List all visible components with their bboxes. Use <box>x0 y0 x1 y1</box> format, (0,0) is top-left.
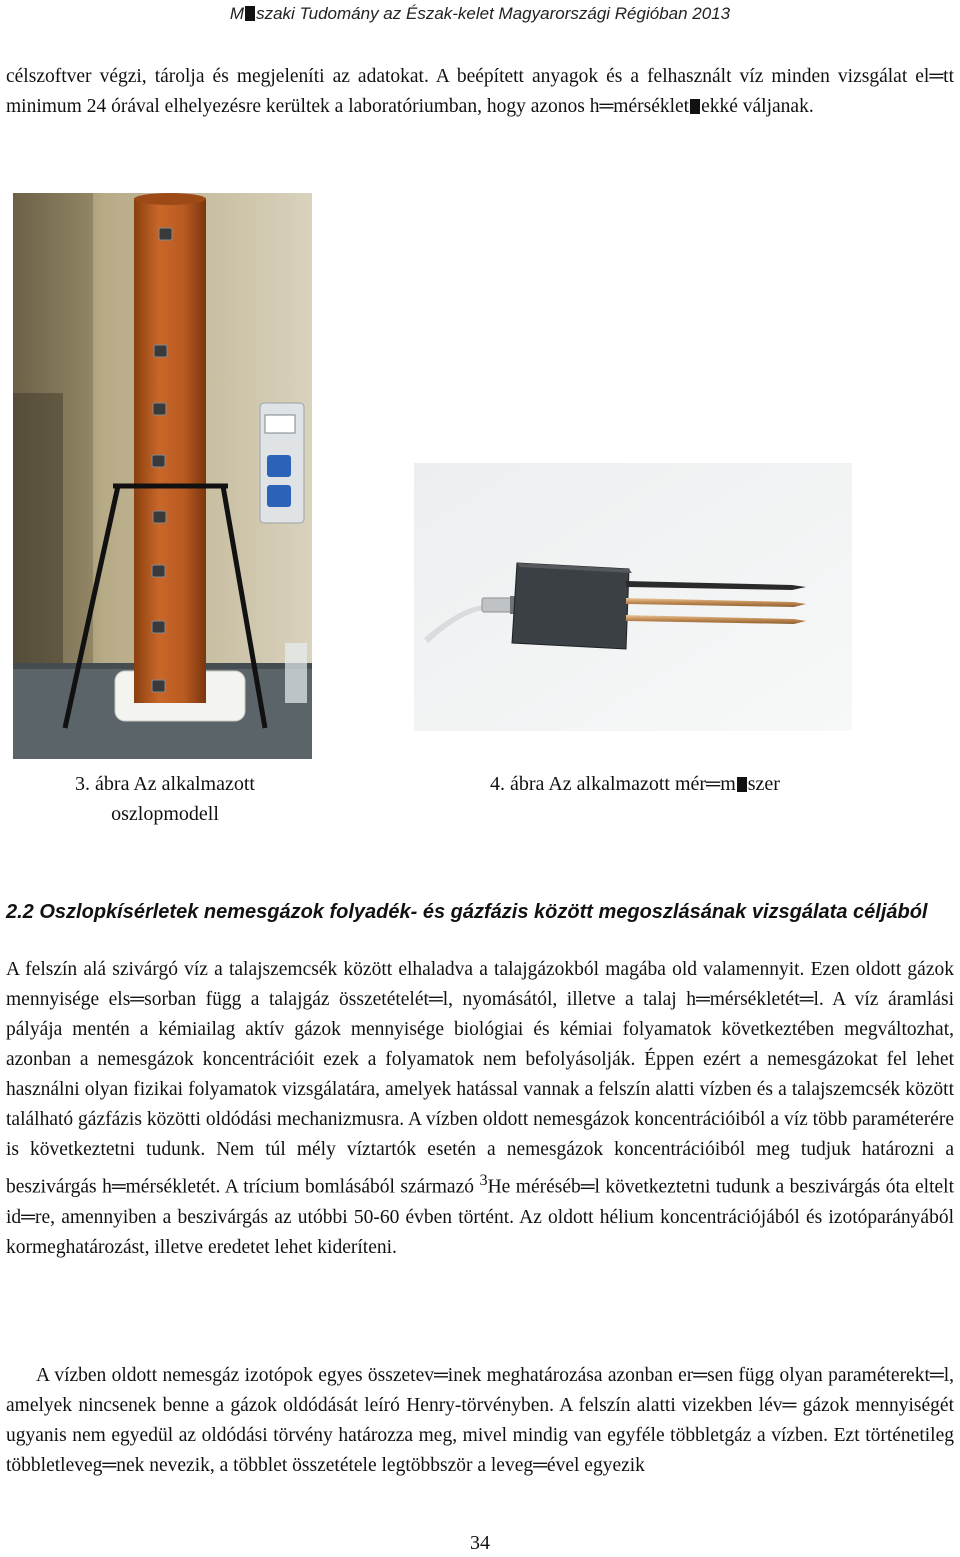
missing-glyph <box>690 99 700 114</box>
intro-paragraph <box>6 62 954 122</box>
figure-3-column-model-photo <box>13 193 312 759</box>
body-paragraph-2: A vízben oldott nemesgáz izotópok egyes összetev═inek meghatározása azonban er═sen függ olyan paraméterekt═l, amelyek nincsenek benne a gázok oldódását leíró Henry-törvényben. A felszín alatti vizekben lév═ gázok mennyiségét ugyanis nem egyedül az oldódási törvény határozza meg, mivel mindig van egyféle többletgáz a vízben. Ezt történetileg többletleveg═nek nevezik, a többlet összetétele legtöbbször a leveg═ével egyezik <box>6 1365 954 1476</box>
header-text-end: szaki Tudomány az Észak-kelet Magyarországi Régióban 2013 <box>256 4 731 23</box>
missing-glyph <box>737 777 747 792</box>
figure-4-measuring-instrument-photo <box>414 463 852 731</box>
header-text-start: M <box>229 4 245 23</box>
column-model-illustration <box>13 193 312 759</box>
measuring-instrument-illustration <box>414 463 852 731</box>
figure-3-caption-line1: 3. ábra Az alkalmazott <box>75 773 255 795</box>
intro-tail: ekké váljanak. <box>701 96 814 117</box>
figure-4-caption <box>415 769 855 799</box>
figure-3-caption <box>20 769 310 829</box>
helium-isotope-superscript: 3 <box>479 1171 488 1189</box>
intro-text: célszoftver végzi, tárolja és megjeleníti az adatokat. A beépített anyagok és a felhasznált víz minden vizsgálat el═tt minimum 24 órával elhelyezésre kerültek a laboratóriumban, hogy azonos h═mérséklet <box>6 66 954 117</box>
figure-4-caption-start: 4. ábra Az alkalmazott mér═m <box>490 773 736 795</box>
page-header <box>0 4 960 24</box>
body-1-text-end: He méréséb═l következtetni tudunk a beszivárgás óta eltelt id═re, amennyiben a beszivárgás az utóbbi 50-60 évben történt. Az oldott hélium koncentrációjából és izotóparányából kormeghatározást, illetve eredetet lehet kideríteni. <box>6 1176 954 1258</box>
section-heading: 2.2 Oszlopkísérletek nemesgázok folyadék- és gázfázis között megoszlásának vizsgálata céljából <box>6 901 928 923</box>
body-paragraph-1 <box>6 955 954 1263</box>
body-1-text-start: A felszín alá szivárgó víz a talajszemcsék között elhaladva a talajgázokból magába old valamennyit. Ezen oldott gázok mennyisége els═sorban függ a talajgáz összetételét═l, nyomásától, illetve a talaj h═mérsékletét═l. A víz áramlási pályája mentén a kémiailag aktív gázok mennyisége biológiai és kémiai folyamatok következtében megváltozhat, azonban a nemesgázok koncentrációit ezek a folyamatok nem befolyásolják. Éppen ezért a nemesgázokat fel lehet használni olyan fizikai folyamatok vizsgálatára, amelyek hatással vannak a felszín alatti vízben és a talajszemcsék között található gázfázis közötti oldódási mechanizmusra. A vízben oldott nemesgázok koncentrációiból a víz több paraméterére is következtetni tudunk. Nem túl mély víztartók esetén a nemesgázok koncentrációiból meg tudjuk határozni a beszivárgás h═mérsékletét. A trícium bomlásából származó <box>6 959 954 1198</box>
figure-3-caption-line2: oszlopmodell <box>111 803 219 825</box>
page-number: 34 <box>470 1532 490 1554</box>
missing-glyph <box>245 6 255 21</box>
figure-4-caption-end: szer <box>747 773 780 795</box>
